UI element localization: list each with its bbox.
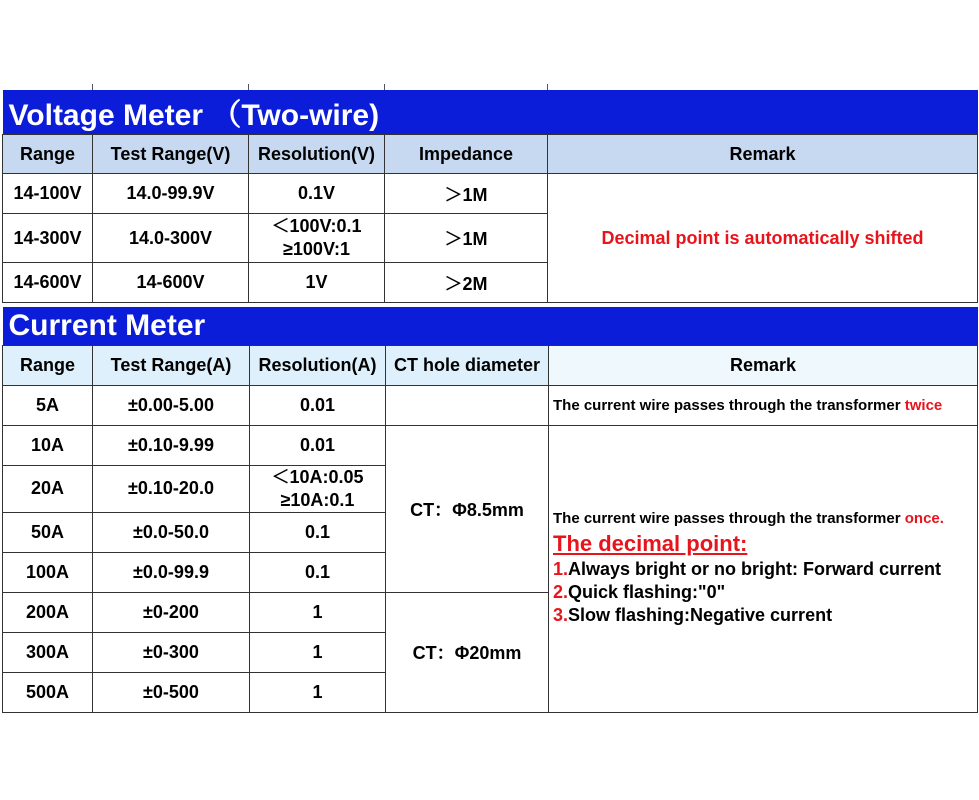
header-range: Range bbox=[3, 345, 93, 385]
header-remark: Remark bbox=[549, 345, 978, 385]
header-test-range: Test Range(A) bbox=[93, 345, 250, 385]
resolution-cell bbox=[250, 465, 386, 512]
decimal-item bbox=[553, 582, 977, 603]
item-text: Quick flashing:"0" bbox=[568, 581, 726, 602]
remark-block bbox=[549, 425, 978, 712]
header-test-range: Test Range(V) bbox=[93, 135, 249, 174]
remark-emphasis: twice bbox=[904, 396, 943, 414]
item-number: 3. bbox=[553, 604, 569, 625]
test-range-cell: 14-600V bbox=[93, 263, 249, 303]
header-remark: Remark bbox=[548, 135, 978, 174]
remark-5a bbox=[549, 385, 978, 425]
header-ct-hole-diameter: CT hole diameter bbox=[386, 345, 549, 385]
range-cell: 500A bbox=[3, 672, 93, 712]
test-range-cell: ±0.0-50.0 bbox=[93, 512, 250, 552]
resolution-cell: 0.01 bbox=[250, 425, 386, 465]
range-cell: 5A bbox=[3, 385, 93, 425]
resolution-cell: 1 bbox=[250, 632, 386, 672]
ct-small-cell: CT：Φ8.5mm bbox=[386, 425, 549, 592]
test-range-cell: ±0-200 bbox=[93, 592, 250, 632]
resolution-line: ≥10A:0.1 bbox=[280, 489, 355, 510]
ct-large-cell: CT：Φ20mm bbox=[386, 592, 549, 712]
test-range-cell: ±0-300 bbox=[93, 632, 250, 672]
remark-text: The current wire passes through the transformer bbox=[553, 396, 905, 414]
range-cell: 14-300V bbox=[3, 214, 93, 263]
item-number: 2. bbox=[553, 581, 569, 602]
range-cell: 200A bbox=[3, 592, 93, 632]
test-range-cell: 14.0-300V bbox=[93, 214, 249, 263]
impedance-cell: ＞1M bbox=[385, 174, 548, 214]
test-range-cell: ±0.00-5.00 bbox=[93, 385, 250, 425]
range-cell: 100A bbox=[3, 552, 93, 592]
test-range-cell: 14.0-99.9V bbox=[93, 174, 249, 214]
remark-emphasis: once. bbox=[904, 509, 944, 527]
header-resolution: Resolution(A) bbox=[250, 345, 386, 385]
item-text: Slow flashing:Negative current bbox=[568, 604, 833, 625]
resolution-cell: 0.01 bbox=[250, 385, 386, 425]
current-meter-table bbox=[2, 307, 978, 713]
voltage-meter-table bbox=[2, 90, 978, 303]
decimal-item bbox=[553, 605, 977, 626]
resolution-cell: 0.1 bbox=[250, 552, 386, 592]
range-cell: 14-100V bbox=[3, 174, 93, 214]
resolution-line: ＜10A:0.05 bbox=[271, 466, 364, 487]
item-number: 1. bbox=[553, 558, 569, 579]
remark-line bbox=[553, 510, 977, 527]
test-range-cell: ±0.0-99.9 bbox=[93, 552, 250, 592]
resolution-line: ＜100V:0.1 bbox=[271, 216, 362, 236]
ct-cell-empty bbox=[386, 385, 549, 425]
resolution-cell: 1V bbox=[249, 263, 385, 303]
table-row bbox=[3, 174, 978, 214]
range-cell: 50A bbox=[3, 512, 93, 552]
test-range-cell: ±0.10-9.99 bbox=[93, 425, 250, 465]
resolution-cell: 0.1V bbox=[249, 174, 385, 214]
resolution-cell: 1 bbox=[250, 592, 386, 632]
decimal-point-title: The decimal point: bbox=[553, 530, 748, 556]
item-text: Always bright or no bright: Forward current bbox=[568, 558, 942, 579]
remark-text: The current wire passes through the transformer bbox=[553, 509, 905, 527]
table-row bbox=[3, 425, 978, 465]
resolution-cell: 1 bbox=[250, 672, 386, 712]
range-cell: 300A bbox=[3, 632, 93, 672]
header-resolution: Resolution(V) bbox=[249, 135, 385, 174]
range-cell: 10A bbox=[3, 425, 93, 465]
test-range-cell: ±0-500 bbox=[93, 672, 250, 712]
range-cell: 20A bbox=[3, 465, 93, 512]
resolution-cell bbox=[249, 214, 385, 263]
header-range: Range bbox=[3, 135, 93, 174]
impedance-cell: ＞2M bbox=[385, 263, 548, 303]
impedance-cell: ＞1M bbox=[385, 214, 548, 263]
test-range-cell: ±0.10-20.0 bbox=[93, 465, 250, 512]
header-impedance: Impedance bbox=[385, 135, 548, 174]
range-cell: 14-600V bbox=[3, 263, 93, 303]
voltage-remark: Decimal point is automatically shifted bbox=[548, 174, 978, 303]
resolution-line: ≥100V:1 bbox=[283, 239, 350, 259]
voltage-meter-title: Voltage Meter （Two-wire) bbox=[3, 90, 978, 135]
table-row bbox=[3, 385, 978, 425]
decimal-item bbox=[553, 559, 977, 580]
current-meter-title: Current Meter bbox=[3, 307, 978, 345]
resolution-cell: 0.1 bbox=[250, 512, 386, 552]
